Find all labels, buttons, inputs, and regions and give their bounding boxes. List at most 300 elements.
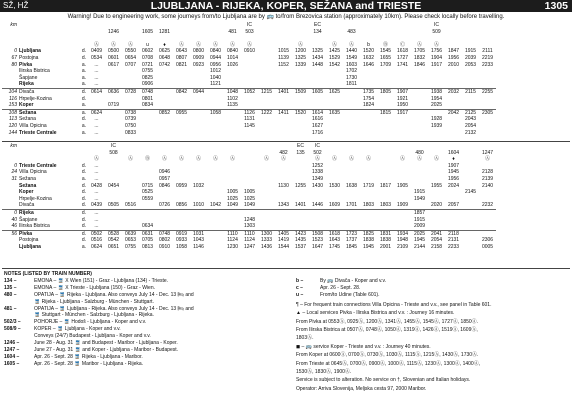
time-cell bbox=[241, 176, 258, 183]
time-cell bbox=[207, 237, 224, 244]
time-cell: 2255 bbox=[479, 88, 496, 95]
time-cell: 1435 bbox=[294, 237, 307, 244]
time-cell bbox=[343, 169, 360, 176]
time-cell bbox=[190, 68, 207, 75]
table-row bbox=[2, 88, 496, 95]
station-name bbox=[18, 35, 80, 42]
time-cell bbox=[156, 102, 173, 109]
time-cell bbox=[479, 96, 496, 103]
time-cell bbox=[156, 209, 173, 216]
time-cell bbox=[207, 189, 224, 196]
arr-dep-marker bbox=[80, 35, 88, 42]
time-cell bbox=[173, 217, 190, 224]
time-cell bbox=[224, 35, 241, 42]
time-cell: 1917 bbox=[394, 109, 411, 116]
time-cell: 2025 bbox=[430, 102, 443, 109]
time-cell bbox=[360, 209, 377, 216]
time-cell bbox=[360, 223, 377, 230]
time-cell: 2054 bbox=[430, 237, 443, 244]
station-name: Hrpelje-Kozina bbox=[19, 195, 52, 202]
time-cell bbox=[224, 176, 241, 183]
note-item bbox=[4, 319, 270, 326]
time-cell bbox=[462, 196, 479, 203]
time-cell bbox=[207, 88, 224, 95]
time-cell bbox=[377, 29, 394, 36]
time-cell: 0944 bbox=[209, 54, 222, 61]
time-cell bbox=[241, 96, 258, 103]
time-cell bbox=[105, 130, 122, 137]
time-cell bbox=[275, 116, 292, 123]
table-row bbox=[2, 189, 496, 196]
time-cell bbox=[479, 102, 496, 109]
time-cell bbox=[275, 163, 292, 170]
time-cell: 1603 bbox=[345, 61, 358, 68]
time-cell bbox=[258, 202, 275, 209]
time-cell bbox=[326, 68, 343, 75]
time-cell: 1246 bbox=[107, 28, 120, 35]
time-cell: 0955 bbox=[173, 109, 190, 116]
km-cell: km bbox=[10, 22, 17, 28]
time-cell bbox=[258, 196, 275, 203]
table-row bbox=[2, 237, 496, 244]
time-cell bbox=[190, 81, 207, 88]
time-cell bbox=[190, 29, 207, 36]
time-cell bbox=[394, 81, 411, 88]
time-cell: 1604 bbox=[447, 149, 460, 156]
time-cell: 1542 bbox=[328, 61, 341, 68]
time-cell: 1215 bbox=[258, 88, 275, 95]
time-cell: 2305 bbox=[479, 109, 496, 116]
time-cell bbox=[326, 176, 343, 183]
time-cell bbox=[462, 217, 479, 224]
time-cell: 1530 bbox=[328, 182, 341, 189]
time-cell: 0856 bbox=[175, 202, 188, 209]
time-cell bbox=[343, 109, 360, 116]
station-name: Koper bbox=[19, 189, 34, 196]
time-cell bbox=[428, 68, 445, 75]
time-cell bbox=[479, 209, 496, 216]
km-cell bbox=[2, 42, 18, 49]
time-cell: 1954 bbox=[430, 95, 443, 102]
time-cell: 1401 bbox=[294, 202, 307, 209]
arr-dep-marker: d. bbox=[81, 195, 87, 202]
time-cell bbox=[462, 237, 479, 244]
time-cell bbox=[479, 35, 496, 42]
time-cell bbox=[326, 22, 343, 29]
time-cell: 135 bbox=[296, 149, 305, 156]
arr-dep-marker bbox=[80, 29, 88, 36]
time-cell bbox=[105, 68, 122, 75]
time-cell bbox=[394, 169, 411, 176]
time-cell bbox=[462, 156, 479, 163]
table-row bbox=[2, 223, 496, 230]
time-cell bbox=[190, 102, 207, 109]
time-cell: 0750 bbox=[124, 122, 137, 129]
station-name: Hrpelje-Kozina bbox=[19, 95, 52, 102]
km-cell bbox=[2, 202, 18, 209]
time-cell bbox=[156, 35, 173, 42]
time-cell bbox=[88, 96, 105, 103]
time-cell: 1948 bbox=[396, 237, 409, 244]
time-cell bbox=[173, 196, 190, 203]
km-cell: 80 bbox=[11, 61, 17, 68]
time-cell bbox=[275, 42, 292, 49]
time-cell bbox=[343, 88, 360, 95]
time-cell bbox=[343, 102, 360, 109]
time-cell bbox=[377, 130, 394, 137]
km-cell bbox=[2, 150, 18, 157]
time-cell bbox=[445, 217, 462, 224]
note-text: OPATIJA – 🚆 Rijeka - Ljubljana. Also conveys July 14 - Dec. 13 🛏 and bbox=[34, 291, 194, 298]
note-key: 480 – bbox=[4, 291, 17, 298]
time-cell: 0728 bbox=[122, 88, 139, 95]
time-cell: 1646 bbox=[362, 61, 375, 68]
time-cell: 482 bbox=[279, 149, 288, 156]
time-cell bbox=[343, 223, 360, 230]
footnote-line: From Trieste at 0645Ⓐ, 0700Ⓐ, 0900Ⓐ, 1000Ⓐ, 1115Ⓐ, 1230Ⓐ, 1300Ⓐ, 1400Ⓐ, bbox=[296, 360, 481, 367]
time-cell: 2054 bbox=[464, 122, 477, 129]
time-cell: 2132 bbox=[464, 129, 477, 136]
time-cell bbox=[360, 123, 377, 130]
station-name: Sežana bbox=[19, 116, 36, 123]
footnote-line: From Ilirska Bistrica at 0507Ⓐ, 0748Ⓐ, 1050Ⓐ, 1319Ⓐ, 1426Ⓐ, 1519Ⓐ, 1609Ⓐ, bbox=[296, 326, 478, 333]
time-cell bbox=[258, 35, 275, 42]
time-cell: 1905 bbox=[396, 182, 409, 189]
time-cell: 0534 bbox=[90, 54, 103, 61]
note-text: June 28 - Aug. 31 🚆 and Budapest - Maribor - Ljubljana - Koper. bbox=[34, 340, 178, 347]
note-key: 481 – bbox=[4, 305, 17, 312]
note-text: EMONA – 🚆 X Trieste - Ljubljana (150) - Graz - Wien. bbox=[34, 284, 155, 291]
station-name: Divača bbox=[19, 202, 35, 209]
time-cell bbox=[292, 29, 309, 36]
time-cell: 2109 bbox=[396, 243, 409, 250]
time-cell bbox=[173, 81, 190, 88]
time-cell bbox=[241, 55, 258, 62]
time-cell: 1846 bbox=[413, 61, 426, 68]
time-cell bbox=[224, 130, 241, 137]
station-name: Šapjane bbox=[19, 74, 38, 81]
time-cell bbox=[326, 163, 343, 170]
time-cell: 1655 bbox=[379, 54, 392, 61]
note-text: June 27 - Aug. 31 🚆 and Koper - Ljubljana - Maribor - Budapest. bbox=[34, 346, 179, 353]
time-cell: 0639 bbox=[122, 230, 139, 237]
time-cell: 1523 bbox=[311, 237, 324, 244]
time-cell: 1956 bbox=[447, 175, 460, 182]
note-key bbox=[4, 299, 34, 306]
time-cell bbox=[173, 163, 190, 170]
note-key: 502/3 – bbox=[4, 319, 21, 326]
time-cell: 1052 bbox=[241, 88, 258, 95]
time-cell bbox=[258, 81, 275, 88]
time-cell: IC bbox=[434, 22, 439, 28]
time-cell: 1423 bbox=[292, 230, 309, 237]
time-cell: 1508 bbox=[309, 230, 326, 237]
time-cell bbox=[241, 143, 258, 150]
time-cell: ... bbox=[94, 74, 99, 81]
time-cell: 0840 bbox=[226, 48, 239, 55]
time-cell bbox=[462, 35, 479, 42]
time-cell: 1058 bbox=[207, 109, 224, 116]
time-cell bbox=[479, 217, 496, 224]
time-cell bbox=[411, 123, 428, 130]
km-cell bbox=[2, 35, 18, 42]
time-cell: 1831 bbox=[377, 230, 394, 237]
time-cell bbox=[377, 156, 394, 163]
time-cell bbox=[88, 22, 105, 29]
station-name bbox=[18, 143, 80, 150]
time-cell bbox=[122, 176, 139, 183]
time-cell bbox=[326, 223, 343, 230]
time-cell: 1643 bbox=[328, 237, 341, 244]
time-cell: 2001 bbox=[379, 243, 392, 250]
station-name: Sežana bbox=[18, 109, 80, 116]
time-cell: 502 bbox=[313, 149, 322, 156]
time-cell bbox=[377, 189, 394, 196]
time-cell bbox=[258, 116, 275, 123]
time-cell: 1803 bbox=[362, 202, 375, 209]
time-cell bbox=[462, 183, 479, 190]
time-cell bbox=[258, 143, 275, 150]
time-cell: 1248 bbox=[243, 216, 256, 223]
km-cell: 113 bbox=[9, 116, 17, 123]
time-cell: 1419 bbox=[277, 237, 290, 244]
time-cell: 1702 bbox=[345, 68, 358, 75]
time-cell: 1025 bbox=[226, 195, 239, 202]
footnote-line: 1530Ⓐ, 1830Ⓐ, 1900Ⓐ. bbox=[296, 368, 352, 375]
table-number: 1305 bbox=[544, 0, 568, 12]
time-cell bbox=[207, 169, 224, 176]
time-cell: 1121 bbox=[210, 81, 221, 88]
time-cell bbox=[224, 217, 241, 224]
time-cell bbox=[190, 116, 207, 123]
time-cell bbox=[394, 223, 411, 230]
time-cell bbox=[190, 176, 207, 183]
time-cell: 2131 bbox=[447, 237, 460, 244]
time-cell bbox=[139, 169, 156, 176]
note-item bbox=[4, 333, 270, 340]
time-cell: 1042 bbox=[209, 202, 222, 209]
note-item bbox=[4, 278, 270, 285]
time-cell: 1719 bbox=[362, 182, 375, 189]
time-cell bbox=[190, 163, 207, 170]
time-cell: 0821 bbox=[175, 61, 188, 68]
arr-dep-marker: a. bbox=[81, 175, 87, 182]
time-cell bbox=[156, 130, 173, 137]
time-cell bbox=[445, 130, 462, 137]
time-cell bbox=[428, 223, 445, 230]
time-cell bbox=[173, 176, 190, 183]
time-cell bbox=[479, 68, 496, 75]
time-cell: 0651 bbox=[107, 243, 120, 250]
table-row bbox=[2, 230, 496, 237]
note-text: OPATIJA – 🚆 Ljubljana - Rijeka. Also conveys July 14 - Dec. 13 🛏 and bbox=[34, 305, 194, 312]
footnote-line: ▲ – Local services Pivka - Ilirska Bistrica and v.v. : Journey 16 minutes. bbox=[296, 310, 455, 317]
footnote-line: From Koper at 0600Ⓐ, 0700Ⓐ, 0730Ⓐ, 1030Ⓐ, 1115Ⓐ, 1215Ⓐ, 1430Ⓐ, 1730Ⓐ. bbox=[296, 352, 479, 359]
time-cell: 0802 bbox=[158, 237, 171, 244]
time-cell: 1723 bbox=[343, 230, 360, 237]
time-cell bbox=[292, 196, 309, 203]
arr-dep-marker: d. bbox=[81, 169, 87, 176]
time-cell bbox=[105, 223, 122, 230]
time-cell bbox=[105, 75, 122, 82]
time-cell: 0654 bbox=[124, 54, 137, 61]
time-cell: 2158 bbox=[430, 243, 443, 250]
time-cell: 0454 bbox=[107, 182, 120, 189]
arr-dep-marker: d. bbox=[81, 202, 87, 209]
time-cell bbox=[122, 102, 139, 109]
time-cell bbox=[411, 202, 428, 209]
time-cell bbox=[139, 202, 156, 209]
arr-dep-marker: a. bbox=[81, 61, 87, 68]
table-row bbox=[2, 130, 496, 137]
arr-dep-marker: a. bbox=[81, 122, 87, 129]
table-header bbox=[0, 0, 572, 12]
note-text: Conveys (24/7) Budapest - Ljubljana - Koper and v.v. bbox=[34, 333, 151, 340]
time-cell bbox=[292, 217, 309, 224]
time-cell bbox=[326, 29, 343, 36]
time-cell: 1928 bbox=[430, 116, 443, 123]
note-key: 508/9 – bbox=[4, 326, 21, 333]
time-cell bbox=[224, 116, 241, 123]
time-cell bbox=[309, 35, 326, 42]
note-key bbox=[4, 333, 34, 340]
time-cell: ... bbox=[94, 216, 99, 223]
time-cell: 0840 bbox=[209, 48, 222, 55]
time-cell: 1333 bbox=[260, 237, 273, 244]
time-cell bbox=[377, 75, 394, 82]
time-cell bbox=[377, 143, 394, 150]
time-cell bbox=[207, 102, 224, 109]
time-cell bbox=[360, 130, 377, 137]
table-row bbox=[2, 244, 496, 251]
time-cell bbox=[190, 130, 207, 137]
time-cell bbox=[360, 35, 377, 42]
time-cell bbox=[190, 189, 207, 196]
time-cell bbox=[258, 223, 275, 230]
table-row bbox=[2, 183, 496, 190]
time-cell bbox=[377, 176, 394, 183]
time-cell: 2020 bbox=[430, 202, 443, 209]
time-cell bbox=[394, 22, 411, 29]
table-row bbox=[2, 176, 496, 183]
time-cell: ... bbox=[94, 223, 99, 230]
time-cell bbox=[445, 123, 462, 130]
time-cell: 1043 bbox=[192, 237, 205, 244]
time-cell bbox=[156, 68, 173, 75]
station-name: Ilirska Bistrica bbox=[19, 68, 50, 75]
time-cell: 1509 bbox=[292, 88, 309, 95]
time-cell bbox=[377, 169, 394, 176]
time-cell bbox=[156, 22, 173, 29]
note-key: 134 – bbox=[4, 277, 17, 284]
time-cell: 1230 bbox=[226, 243, 239, 250]
time-cell bbox=[360, 169, 377, 176]
station-name: Ljubljana bbox=[19, 243, 41, 250]
note-item bbox=[4, 326, 270, 333]
footnote-line: From Pivka at 0553Ⓐ, 0925Ⓐ, 1200Ⓐ, 1341Ⓐ, 1455Ⓐ, 1545Ⓐ, 1727Ⓐ, 1850Ⓐ. bbox=[296, 318, 479, 325]
arr-dep-marker: d. bbox=[81, 95, 87, 102]
time-cell: Ⓐ bbox=[127, 156, 133, 163]
time-cell bbox=[309, 102, 326, 109]
time-cell bbox=[258, 123, 275, 130]
station-name: Divača bbox=[18, 88, 80, 95]
time-cell: 503 bbox=[245, 28, 254, 35]
time-cell bbox=[479, 42, 496, 49]
time-cell bbox=[326, 189, 343, 196]
time-cell: EC bbox=[314, 22, 321, 28]
time-cell: Ⓐ bbox=[348, 41, 354, 48]
time-cell: Ⓐ bbox=[433, 41, 439, 48]
time-cell bbox=[156, 123, 173, 130]
footnote-line: Operator: Arriva Slovenija, Meljska cesta 97, 2000 Maribor. bbox=[296, 385, 427, 392]
time-cell bbox=[88, 29, 105, 36]
station-name bbox=[18, 42, 80, 49]
time-cell bbox=[326, 81, 343, 88]
time-cell bbox=[258, 55, 275, 62]
time-cell bbox=[122, 209, 139, 216]
time-cell bbox=[122, 196, 139, 203]
km-cell bbox=[2, 183, 18, 190]
time-cell: 508 bbox=[109, 149, 118, 156]
time-cell: 1058 bbox=[175, 243, 188, 250]
note-item bbox=[4, 347, 270, 354]
arr-dep-marker bbox=[80, 143, 88, 150]
time-cell: Ⓐ bbox=[93, 41, 99, 48]
time-cell bbox=[462, 230, 479, 237]
time-cell: Ⓐ bbox=[280, 156, 286, 163]
time-cell: 0617 bbox=[107, 61, 120, 68]
time-cell bbox=[326, 96, 343, 103]
time-cell bbox=[343, 163, 360, 170]
time-cell: 0528 bbox=[105, 230, 122, 237]
note-item bbox=[4, 361, 270, 368]
time-cell: 0602 bbox=[141, 48, 154, 55]
time-cell: Ⓐ bbox=[348, 156, 354, 163]
time-cell: 1110 bbox=[224, 230, 241, 237]
arr-dep-marker: a. bbox=[81, 68, 87, 75]
time-cell bbox=[207, 96, 224, 103]
time-cell bbox=[207, 123, 224, 130]
note-key: c – bbox=[296, 284, 303, 291]
time-cell: 1338 bbox=[311, 169, 324, 176]
time-cell bbox=[275, 22, 292, 29]
time-cell: Ⓒ bbox=[399, 41, 405, 48]
time-cell bbox=[156, 217, 173, 224]
time-cell: 1934 bbox=[394, 230, 411, 237]
time-cell: 1915 bbox=[413, 216, 426, 223]
time-cell bbox=[360, 68, 377, 75]
time-cell bbox=[224, 123, 241, 130]
time-cell bbox=[360, 217, 377, 224]
time-cell bbox=[377, 81, 394, 88]
time-cell: Ⓐ bbox=[331, 41, 337, 48]
station-name: Ljubljana bbox=[19, 48, 41, 55]
time-cell bbox=[122, 223, 139, 230]
time-cell bbox=[122, 183, 139, 190]
time-cell: 0956 bbox=[209, 61, 222, 68]
station-name bbox=[18, 29, 80, 36]
time-cell: 1730 bbox=[345, 74, 358, 81]
footnote-line: Service is subject to alteration. No service on †, Slovenian and Italian holidays. bbox=[296, 377, 471, 384]
table-row bbox=[2, 22, 496, 29]
arr-dep-marker: a. bbox=[81, 81, 87, 88]
time-cell: 0906 bbox=[141, 81, 154, 88]
time-cell: 1222 bbox=[258, 109, 275, 116]
note-item bbox=[4, 299, 270, 306]
time-cell bbox=[445, 209, 462, 216]
table-row bbox=[2, 29, 496, 36]
time-cell: 0801 bbox=[141, 95, 154, 102]
